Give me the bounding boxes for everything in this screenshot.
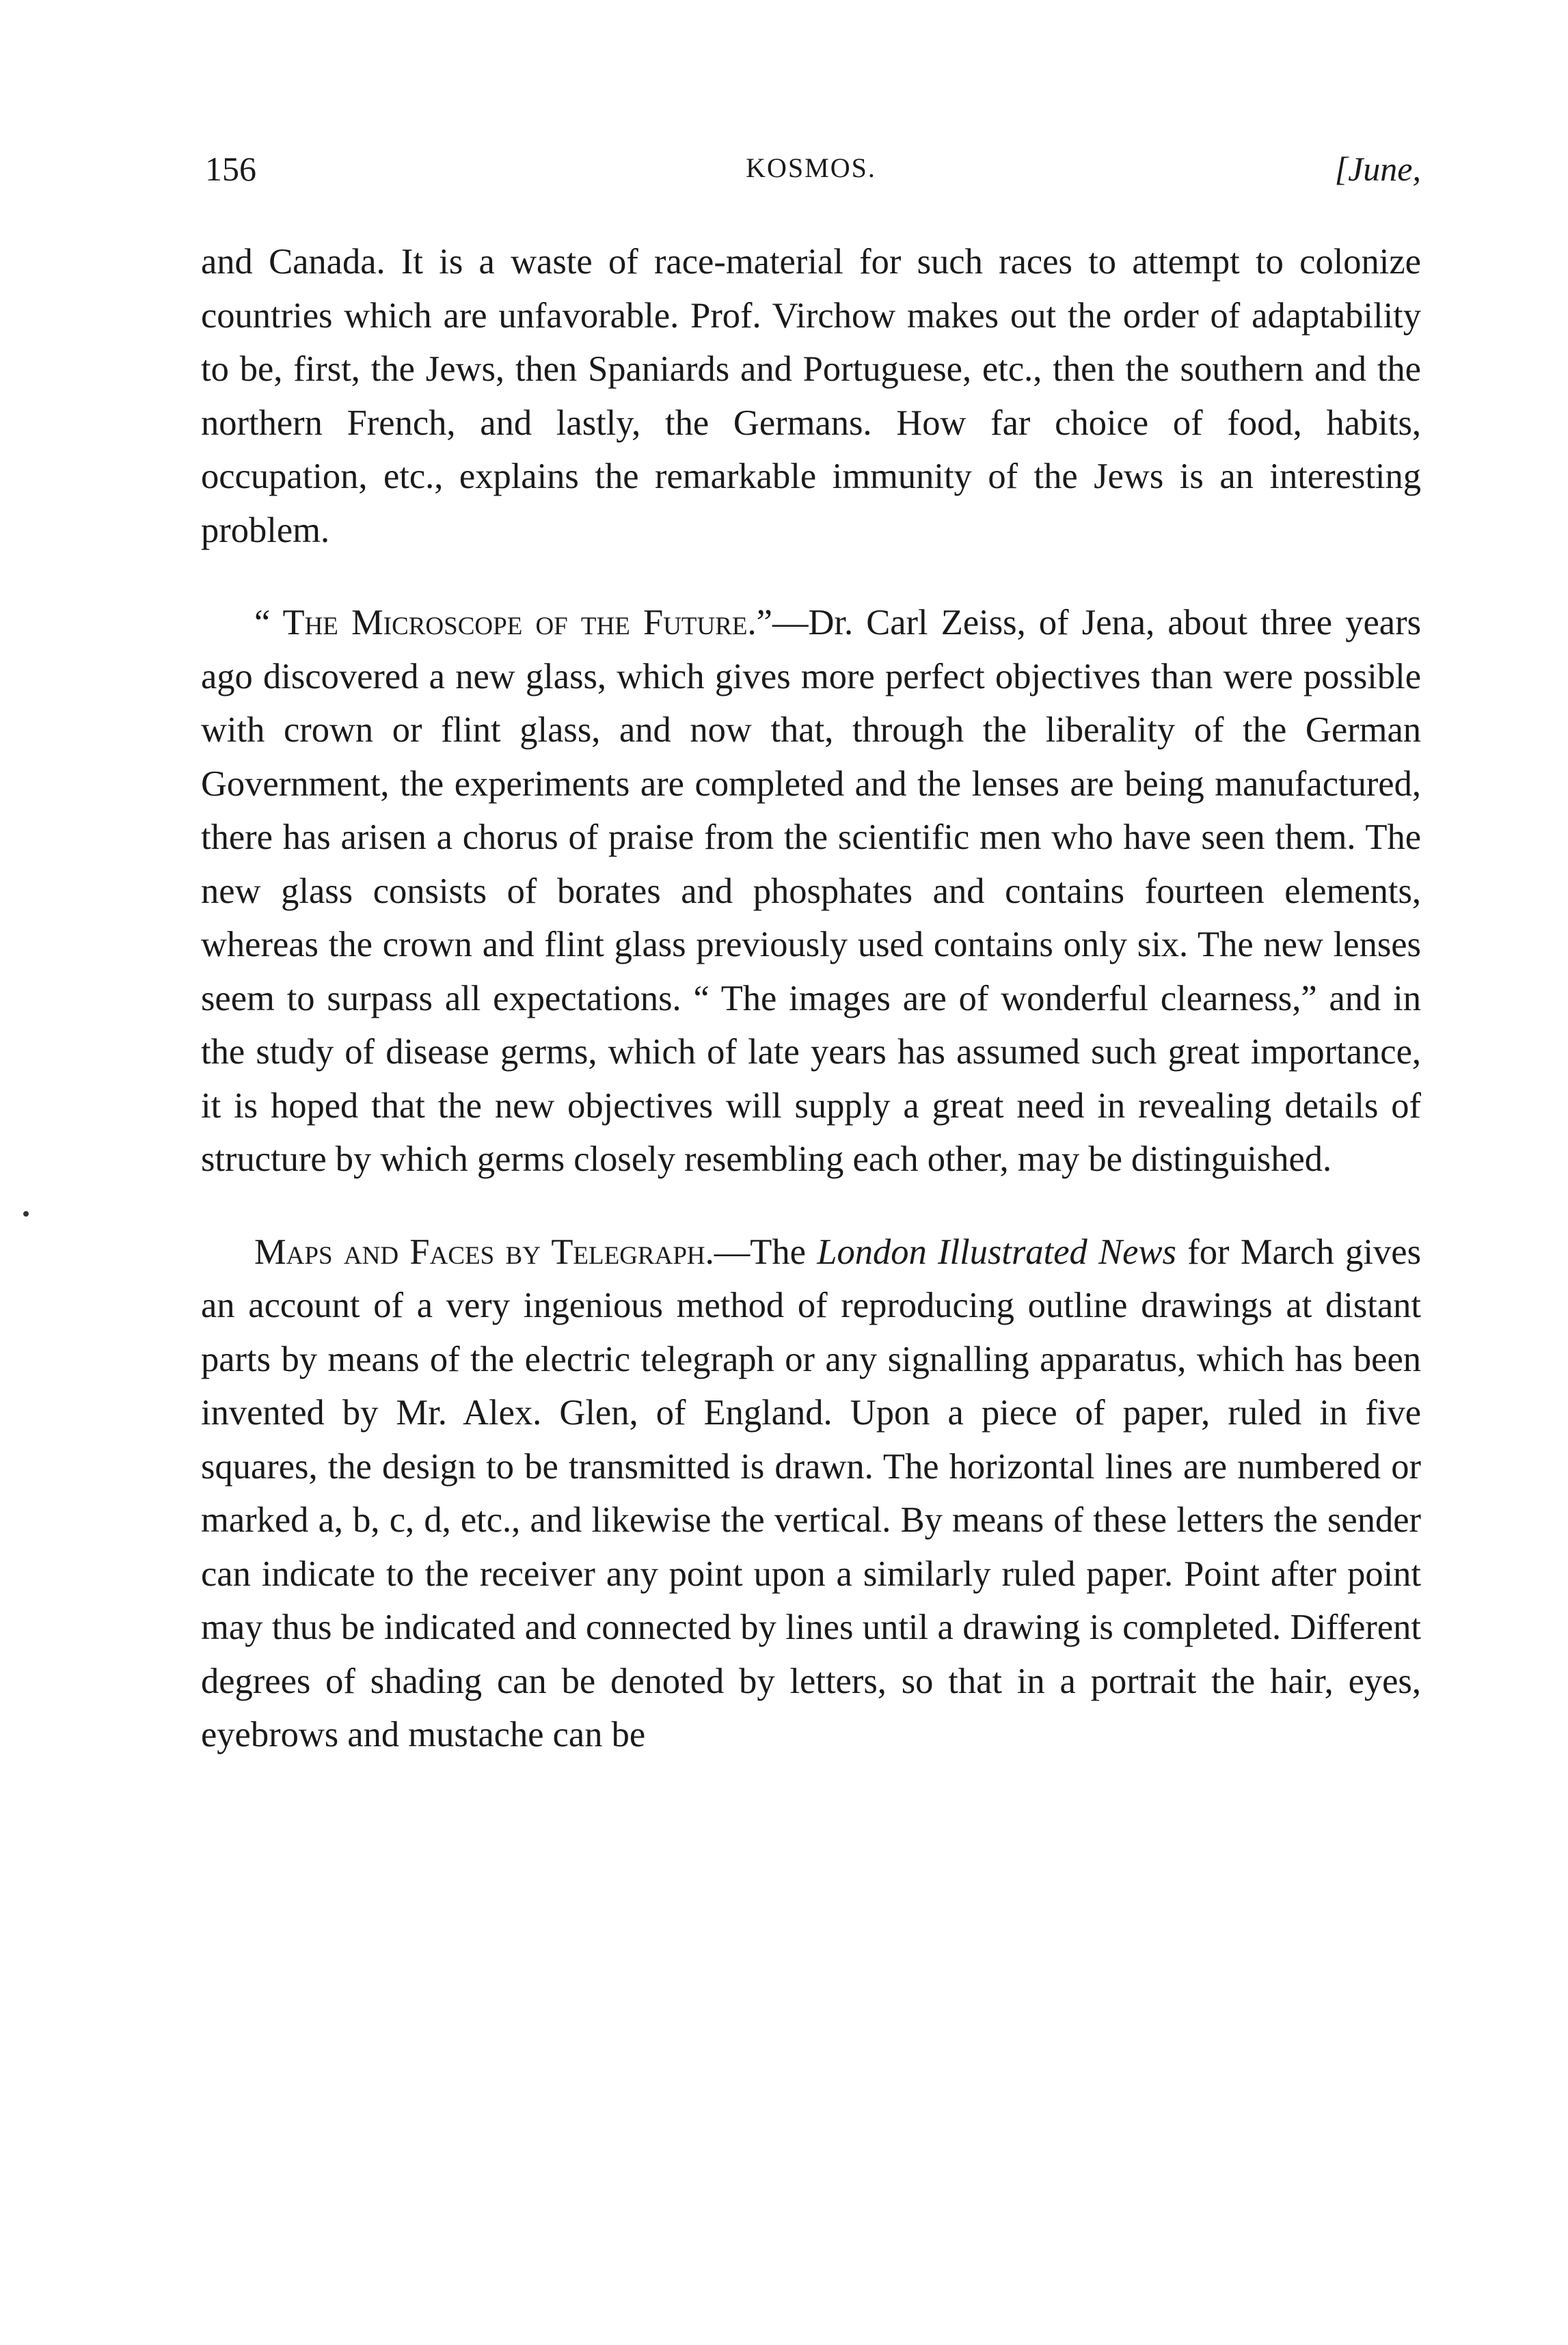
paragraph-text: and Canada. It is a waste of race-material for such races to attempt to colonize countries which are unfavorable. Prof. Virchow makes out the order of adaptability to be, first, the Jews, then Spaniards and Portuguese, etc., then the southern and the northern French, and lastly, the Germans. How far choice of food, habits, occupation, etc., explains the remarkable immunity of the Jews is an interesting problem. <box>201 242 1421 550</box>
paragraph-microscope-of-the-future <box>201 596 1421 1187</box>
section-heading-microscope: “ The Microscope of the Future.” <box>254 603 772 642</box>
journal-title: KOSMOS. <box>746 152 876 183</box>
page-number: 156 <box>205 150 256 188</box>
publication-title: London Illustrated News <box>817 1232 1176 1272</box>
paragraph-text: —Dr. Carl Zeiss, of Jena, about three years ago discovered a new glass, which gives more perfect objectives than were possible with crown or flint glass, and now that, through the liberality of the German Government, the experiments are completed and the lenses are being manufactured, there has arisen a chorus of praise from the scientific men who have seen them. The new glass consists of borates and phosphates and contains fourteen elements, whereas the crown and flint glass previously used contains only six. The new lenses seem to surpass all expectations. “ The images are of wonderful clearness,” and in the study of disease germs, which of late years has assumed such great importance, it is hoped that the new objectives will supply a great need in revealing details of structure by which germs closely resembling each other, may be distinguished. <box>201 603 1421 1179</box>
paragraph-maps-and-faces-by-telegraph <box>201 1225 1421 1762</box>
section-heading-telegraph: Maps and Faces by Telegraph. <box>254 1232 714 1272</box>
running-head <box>201 149 1421 204</box>
issue-month: [June, <box>1334 150 1421 188</box>
book-page <box>201 149 1421 1762</box>
body-text <box>201 235 1421 1762</box>
paragraph-text: —The <box>714 1232 817 1272</box>
margin-ink-dot <box>23 1211 29 1217</box>
paragraph-text: for March gives an account of a very ingenious method of reproducing outline drawings at distant parts by means of the electric telegraph or any signalling apparatus, which has been invented by Mr. Alex. Glen, of England. Upon a piece of paper, ruled in five squares, the design to be transmitted is drawn. The horizontal lines are numbered or marked a, b, c, d, etc., and likewise the vertical. By means of these letters the sender can indicate to the receiver any point upon a similarly ruled paper. Point after point may thus be indicated and connected by lines until a drawing is completed. Different degrees of shading can be denoted by letters, so that in a portrait the hair, eyes, eyebrows and mustache can be <box>201 1232 1422 1754</box>
paragraph-virchow-adaptability <box>201 235 1421 557</box>
